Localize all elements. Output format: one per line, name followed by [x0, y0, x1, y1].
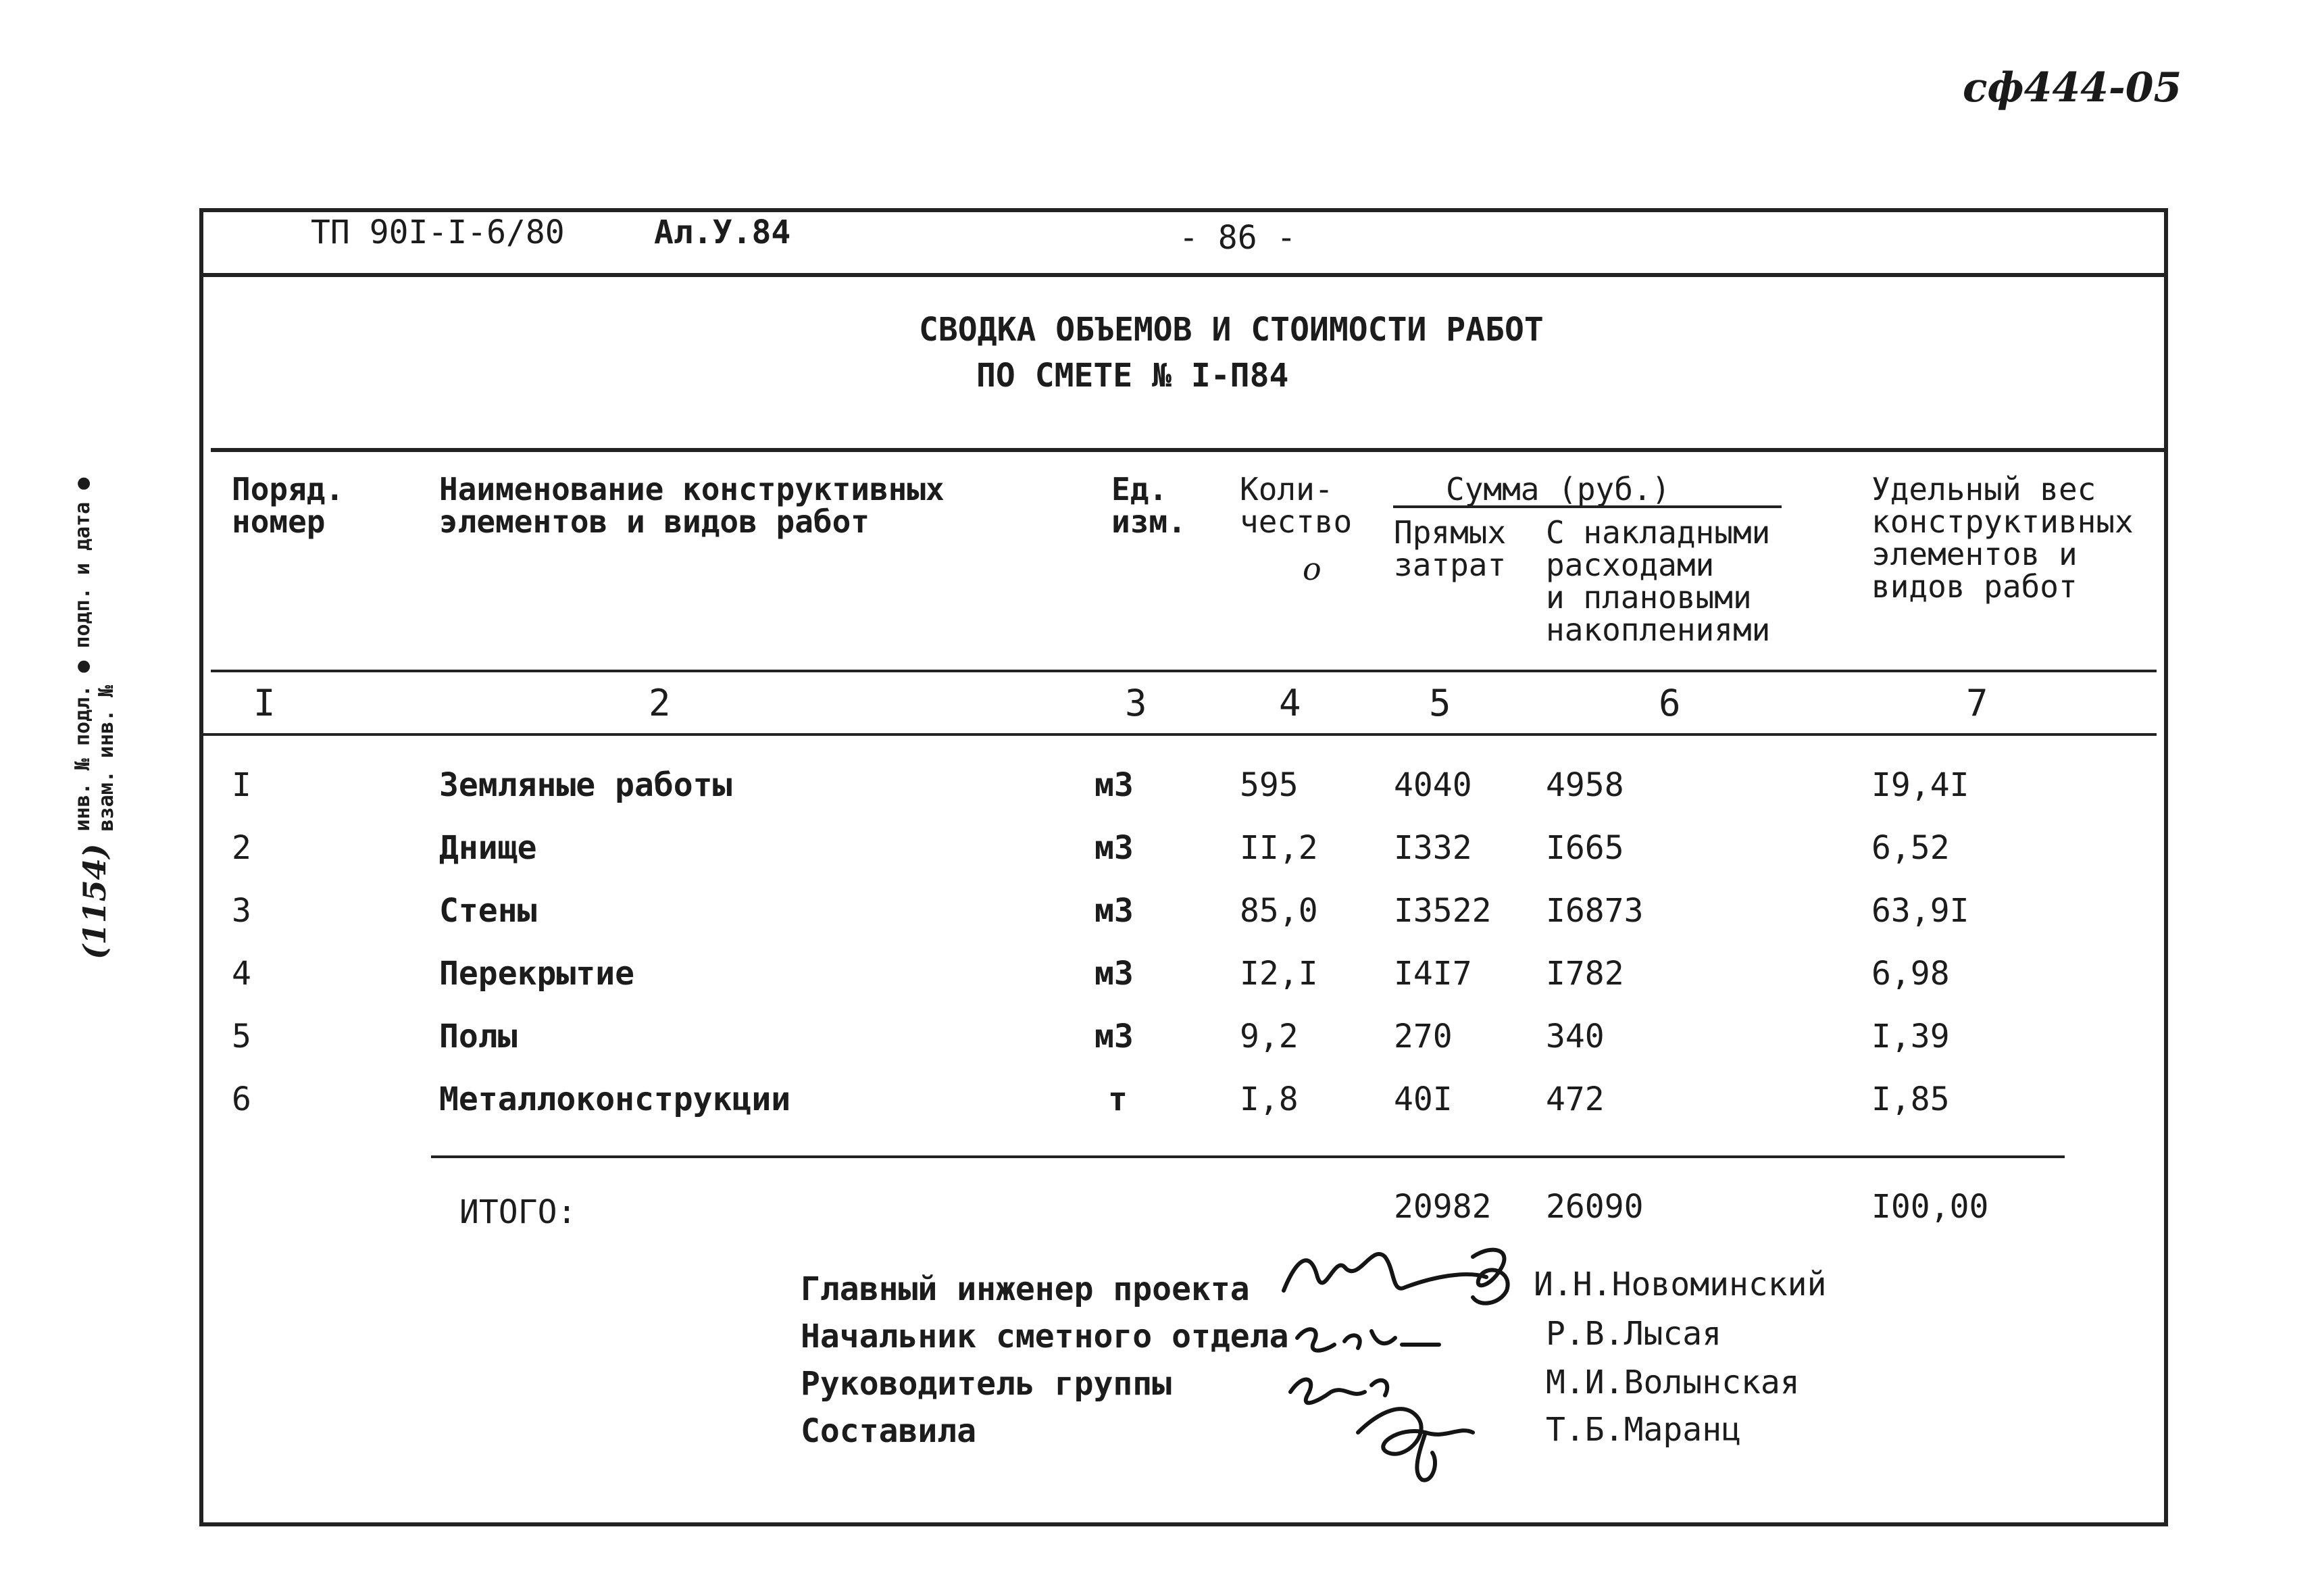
- row-6-weight: I,85: [1871, 1080, 1950, 1118]
- total-weight: I00,00: [1871, 1188, 1989, 1226]
- row-4-unit: м3: [1095, 955, 1134, 993]
- quantity-mark: о: [1303, 551, 1322, 587]
- signature-name-4: Т.Б.Маранц: [1546, 1411, 1741, 1449]
- total-label: ИТОГО:: [459, 1193, 577, 1231]
- handwritten-signatures: [1270, 1230, 1574, 1487]
- side-note: [64, 446, 125, 959]
- page-number: - 86 -: [1179, 219, 1297, 257]
- row-1-num: I: [232, 766, 251, 804]
- signature-role-4: Составила: [801, 1412, 977, 1450]
- total-overhead: 26090: [1546, 1188, 1644, 1226]
- col-numbers-bottom-line: [199, 733, 2157, 736]
- row-4-overhead: I782: [1546, 955, 1624, 993]
- row-4-name: Перекрытие: [439, 955, 634, 993]
- corner-code: сф444-05: [1963, 64, 2182, 111]
- row-6-qty: I,8: [1240, 1080, 1299, 1118]
- row-1-qty: 595: [1240, 766, 1299, 804]
- row-2-name: Днище: [439, 829, 537, 867]
- side-note-typed: инв. № подл. ● подп. и дата ● взам. инв. №: [71, 477, 118, 832]
- row-3-num: 3: [232, 892, 251, 930]
- row-5-overhead: 340: [1546, 1018, 1605, 1055]
- document-subtitle: ПО СМЕТЕ № I-П84: [976, 357, 1289, 395]
- col-number-7: 7: [1966, 682, 1988, 724]
- col-number-5: 5: [1429, 682, 1451, 724]
- side-note-handwritten: (1154): [76, 843, 113, 959]
- row-3-weight: 63,9I: [1871, 892, 1969, 930]
- row-3-qty: 85,0: [1240, 892, 1318, 930]
- row-2-weight: 6,52: [1871, 829, 1950, 867]
- row-6-direct: 40I: [1394, 1080, 1453, 1118]
- header-order-number: Поряд. номер: [232, 471, 345, 540]
- sum-underline: [1393, 505, 1782, 508]
- title-divider: [211, 448, 2168, 452]
- header-bottom-line: [211, 670, 2157, 672]
- header-quantity: Коли- чество: [1240, 471, 1353, 540]
- row-5-num: 5: [232, 1018, 251, 1055]
- header-divider: [199, 273, 2168, 277]
- row-1-direct: 4040: [1394, 766, 1472, 804]
- row-2-qty: II,2: [1240, 829, 1318, 867]
- signature-role-3: Руководитель группы: [801, 1365, 1172, 1403]
- row-1-name: Земляные работы: [439, 766, 732, 804]
- header-direct-costs: Прямых затрат: [1394, 514, 1507, 583]
- document-title: СВОДКА ОБЪЕМОВ И СТОИМОСТИ РАБОТ: [919, 311, 1544, 349]
- row-1-unit: м3: [1095, 766, 1134, 804]
- row-4-weight: 6,98: [1871, 955, 1950, 993]
- col-number-6: 6: [1659, 682, 1681, 724]
- row-3-unit: м3: [1095, 892, 1134, 930]
- album-code: Ал.У.84: [654, 214, 791, 251]
- row-6-unit: т: [1108, 1080, 1128, 1118]
- col-number-3: 3: [1125, 682, 1147, 724]
- row-1-weight: I9,4I: [1871, 766, 1969, 804]
- col-number-1: I: [253, 682, 276, 724]
- signature-name-1: И.Н.Новоминский: [1534, 1266, 1827, 1303]
- row-5-qty: 9,2: [1240, 1018, 1299, 1055]
- project-code: ТП 90I-I-6/80: [311, 214, 565, 251]
- row-2-overhead: I665: [1546, 829, 1624, 867]
- row-5-unit: м3: [1095, 1018, 1134, 1055]
- header-with-overhead: С накладными расходами и плановыми накоплениями: [1546, 514, 1771, 648]
- row-2-unit: м3: [1095, 829, 1134, 867]
- header-unit: Ед. изм.: [1111, 471, 1186, 540]
- header-specific-weight: Удельный вес конструктивных элементов и видов работ: [1871, 471, 2134, 605]
- col-number-4: 4: [1279, 682, 1301, 724]
- signature-role-1: Главный инженер проекта: [801, 1270, 1250, 1308]
- row-5-name: Полы: [439, 1018, 518, 1055]
- row-4-num: 4: [232, 955, 251, 993]
- row-4-direct: I4I7: [1394, 955, 1472, 993]
- row-2-num: 2: [232, 829, 251, 867]
- row-6-num: 6: [232, 1080, 251, 1118]
- signature-role-2: Начальник сметного отдела: [801, 1318, 1289, 1355]
- total-direct: 20982: [1394, 1188, 1492, 1226]
- row-4-qty: I2,I: [1240, 955, 1318, 993]
- row-5-direct: 270: [1394, 1018, 1453, 1055]
- row-1-overhead: 4958: [1546, 766, 1624, 804]
- row-6-overhead: 472: [1546, 1080, 1605, 1118]
- total-rule: [431, 1155, 2065, 1158]
- header-item-name: Наименование конструктивных элементов и видов работ: [439, 471, 945, 540]
- signature-name-3: М.И.Волынская: [1546, 1364, 1800, 1401]
- row-6-name: Металлоконструкции: [439, 1080, 791, 1118]
- row-3-name: Стены: [439, 892, 537, 930]
- row-3-direct: I3522: [1394, 892, 1492, 930]
- signature-name-2: Р.В.Лысая: [1546, 1315, 1722, 1353]
- row-5-weight: I,39: [1871, 1018, 1950, 1055]
- row-2-direct: I332: [1394, 829, 1472, 867]
- col-number-2: 2: [649, 682, 671, 724]
- header-sum: Сумма (руб.): [1446, 471, 1671, 507]
- row-3-overhead: I6873: [1546, 892, 1644, 930]
